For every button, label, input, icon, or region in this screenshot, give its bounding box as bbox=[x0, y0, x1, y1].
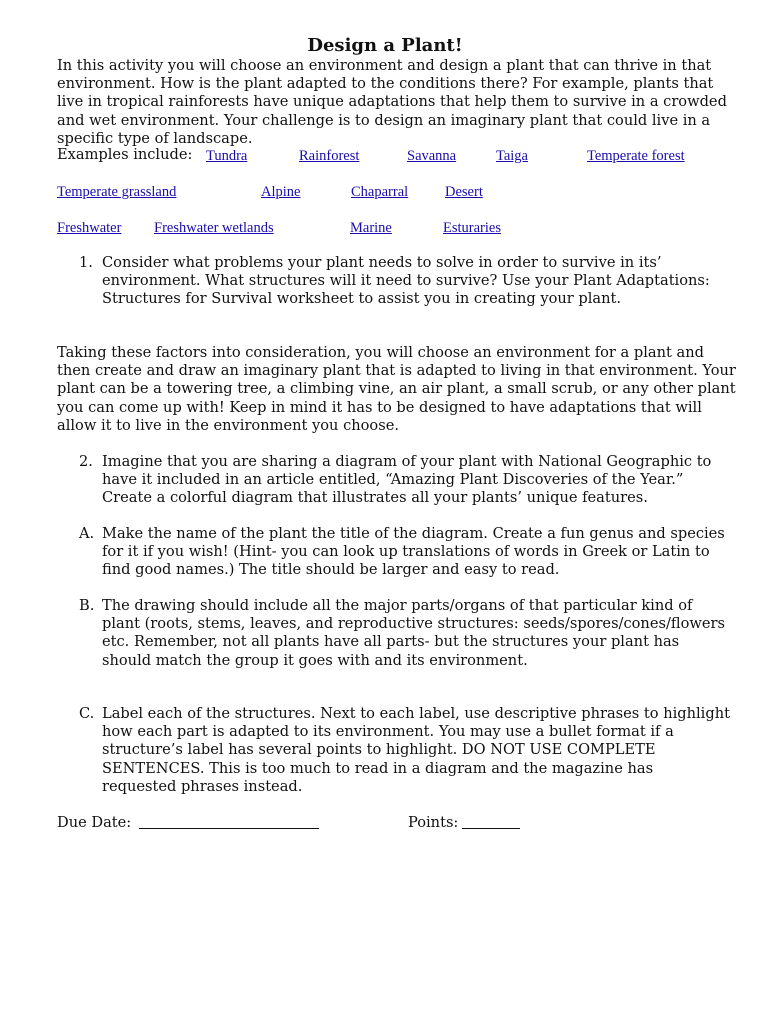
points-blank[interactable] bbox=[462, 814, 520, 829]
list-marker: B. bbox=[79, 597, 95, 614]
link-desert[interactable]: Desert bbox=[445, 184, 483, 200]
list-marker: 2. bbox=[79, 453, 93, 470]
due-date-blank[interactable] bbox=[139, 814, 319, 829]
link-temperate-grassland[interactable]: Temperate grassland bbox=[57, 184, 177, 200]
list-marker: A. bbox=[79, 525, 95, 542]
list-item-text: The drawing should include all the major parts/organs of that particular kind of plant (roots, stems, leaves, and reproductive structures: seeds/spores/cones/flowers etc. Remember, not all plants have all parts- but the structures your plant has should match the group it goes with and its environment. bbox=[102, 597, 725, 669]
link-rainforest[interactable]: Rainforest bbox=[299, 148, 360, 164]
due-date-label: Due Date: bbox=[57, 814, 132, 831]
link-tundra[interactable]: Tundra bbox=[206, 148, 248, 164]
link-taiga[interactable]: Taiga bbox=[496, 148, 528, 164]
link-freshwater[interactable]: Freshwater bbox=[57, 220, 122, 236]
link-esturaries[interactable]: Esturaries bbox=[443, 220, 501, 236]
points-label: Points: bbox=[408, 814, 459, 831]
list-item-text: Label each of the structures. Next to each label, use descriptive phrases to highlight how each part is adapted to its environment. You may use a bullet format if a structure’s label has several points to highlight. DO NOT USE COMPLETE SENTENCES. This is too much to read in a diagram and the magazine has requested phrases instead. bbox=[102, 705, 730, 795]
link-freshwater-wetlands[interactable]: Freshwater wetlands bbox=[154, 220, 274, 236]
list-marker: C. bbox=[79, 705, 95, 722]
intro-paragraph: In this activity you will choose an environment and design a plant that can thrive in that environment. How is the plant adapted to the conditions there? For example, plants that live in tropical rainforests have unique adaptations that help them to survive in a crowded and wet environment. Your challenge is to design an imaginary plant that could live in a specific type of landscape. bbox=[57, 57, 727, 147]
link-chaparral[interactable]: Chaparral bbox=[351, 184, 409, 200]
due-date-field bbox=[57, 814, 319, 832]
link-marine[interactable]: Marine bbox=[350, 220, 392, 236]
list-item-text: Imagine that you are sharing a diagram of your plant with National Geographic to have it included in an article entitled, “Amazing Plant Discoveries of the Year.” Create a colorful diagram that illustrates all your plants’ unique features. bbox=[102, 453, 712, 507]
points-field bbox=[408, 814, 520, 832]
link-savanna[interactable]: Savanna bbox=[407, 148, 457, 164]
examples-label: Examples include: bbox=[57, 146, 193, 163]
body-paragraph: Taking these factors into consideration, you will choose an environment for a plant and then create and draw an imaginary plant that is adapted to living in that environment. Your plant can be a towering tree, a climbing vine, an air plant, a small scrub, or any other plant you can come up with! Keep in mind it has to be designed to have adaptations that will allow it to live in the environment you choose. bbox=[57, 344, 736, 434]
link-alpine[interactable]: Alpine bbox=[261, 184, 301, 200]
link-temperate-forest[interactable]: Temperate forest bbox=[587, 148, 685, 164]
list-item-text: Make the name of the plant the title of the diagram. Create a fun genus and species for it if you wish! (Hint- you can look up translations of words in Greek or Latin to find good names.) The title should be larger and easy to read. bbox=[102, 525, 725, 579]
page-title: Design a Plant! bbox=[307, 35, 463, 56]
list-item-text: Consider what problems your plant needs to solve in order to survive in its’ environment. What structures will it need to survive? Use your Plant Adaptations: Structures for Survival worksheet to assist you in creating your plant. bbox=[102, 254, 710, 308]
list-marker: 1. bbox=[79, 254, 93, 271]
